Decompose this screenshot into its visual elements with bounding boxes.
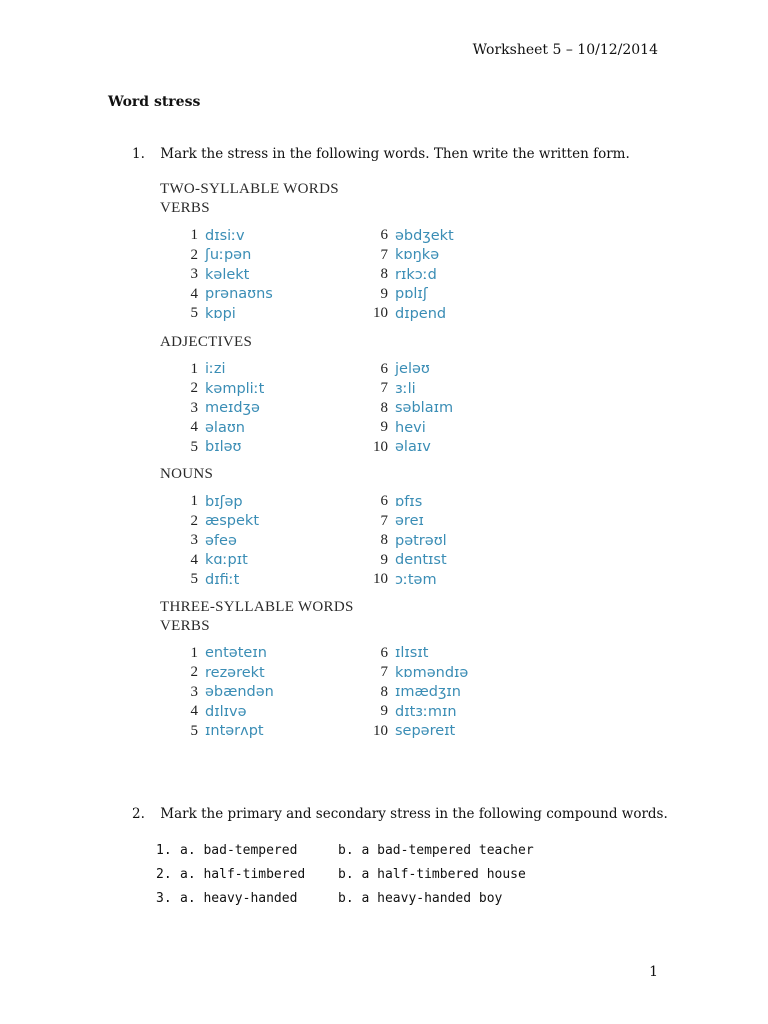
word-item xyxy=(160,304,330,324)
word-number: 4 xyxy=(190,703,198,720)
section-heading: ADJECTIVES xyxy=(160,333,253,350)
ipa-word: dɪlɪvə xyxy=(205,703,247,720)
compound-number: 3. xyxy=(156,890,172,906)
word-item xyxy=(325,683,468,703)
word-number: 9 xyxy=(380,285,388,302)
ipa-word: kəlekt xyxy=(205,266,250,283)
word-number: 1 xyxy=(190,360,198,377)
word-item xyxy=(160,285,330,305)
compound-row xyxy=(156,862,534,886)
ipa-word: əbdʒekt xyxy=(395,227,454,244)
word-item xyxy=(325,722,468,742)
word-number: 6 xyxy=(380,493,388,510)
ipa-word: əlaʊn xyxy=(205,419,245,436)
ipa-word: entəteɪn xyxy=(205,645,267,662)
word-number: 7 xyxy=(380,664,388,681)
word-item xyxy=(160,360,330,380)
word-number: 5 xyxy=(190,305,198,322)
word-item xyxy=(160,379,330,399)
word-section xyxy=(160,598,500,742)
ipa-word: bɪləʊ xyxy=(205,439,242,456)
word-number: 2 xyxy=(190,664,198,681)
section-heading: NOUNS xyxy=(160,466,214,482)
word-number: 6 xyxy=(380,227,388,244)
section-heading: THREE-SYLLABLE WORDS xyxy=(160,598,354,615)
word-item xyxy=(160,551,330,571)
word-column-right xyxy=(325,360,453,458)
ipa-word: kɒməndɪə xyxy=(395,664,469,681)
instruction-number: 1. xyxy=(132,146,145,162)
instruction-1 xyxy=(132,146,630,162)
word-item xyxy=(160,265,330,285)
ipa-word: ɪmædʒɪn xyxy=(395,684,461,701)
word-section xyxy=(160,333,500,466)
instruction-number: 2. xyxy=(132,806,145,822)
word-column-right xyxy=(325,492,447,590)
word-number: 2 xyxy=(190,246,198,263)
word-number: 2 xyxy=(190,380,198,397)
ipa-word: bɪʃəp xyxy=(205,493,243,510)
ipa-word: æspekt xyxy=(205,513,259,530)
word-number: 8 xyxy=(380,399,388,416)
word-number: 1 xyxy=(190,493,198,510)
section-heading: VERBS xyxy=(160,200,210,216)
compound-number: 2. xyxy=(156,866,172,882)
word-number: 1 xyxy=(190,227,198,244)
ipa-word: hevi xyxy=(395,419,426,436)
word-number: 3 xyxy=(190,683,198,700)
word-item xyxy=(160,663,330,683)
word-number: 9 xyxy=(380,419,388,436)
word-column-right xyxy=(325,644,468,742)
compound-row xyxy=(156,838,534,862)
ipa-word: meɪdʒə xyxy=(205,400,260,417)
word-column-left xyxy=(160,360,330,458)
word-item xyxy=(325,379,453,399)
ipa-word: əbændən xyxy=(205,684,274,701)
ipa-word: dɪsiːv xyxy=(205,227,245,244)
section-heading: TWO-SYLLABLE WORDS xyxy=(160,181,339,197)
word-number: 4 xyxy=(190,285,198,302)
ipa-word: ɪlɪsɪt xyxy=(395,645,429,662)
word-number: 8 xyxy=(380,266,388,283)
ipa-word: kəmpliːt xyxy=(205,380,265,397)
word-item xyxy=(325,663,468,683)
page-title: Word stress xyxy=(108,94,201,110)
word-section xyxy=(160,465,500,598)
word-column-left xyxy=(160,226,330,324)
word-number: 3 xyxy=(190,399,198,416)
ipa-word: pɒlɪʃ xyxy=(395,286,428,303)
word-number: 8 xyxy=(380,532,388,549)
word-number: 7 xyxy=(380,246,388,263)
compound-number: 1. xyxy=(156,842,172,858)
word-number: 10 xyxy=(373,438,388,455)
word-item xyxy=(160,438,330,458)
word-number: 5 xyxy=(190,571,198,588)
ipa-word: əfeə xyxy=(205,532,237,549)
word-item xyxy=(325,644,468,664)
ipa-word: kɑːpɪt xyxy=(205,552,248,569)
word-number: 4 xyxy=(190,419,198,436)
word-number: 9 xyxy=(380,551,388,568)
word-number: 3 xyxy=(190,266,198,283)
word-number: 4 xyxy=(190,551,198,568)
word-item xyxy=(160,246,330,266)
word-item xyxy=(160,512,330,532)
word-number: 10 xyxy=(373,722,388,739)
word-number: 5 xyxy=(190,722,198,739)
section-heading: VERBS xyxy=(160,617,210,634)
word-stress-exercise xyxy=(160,180,500,741)
ipa-word: dɪfiːt xyxy=(205,571,240,588)
word-item xyxy=(160,683,330,703)
word-item xyxy=(160,399,330,419)
ipa-word: sepəreɪt xyxy=(395,723,456,740)
word-number: 8 xyxy=(380,683,388,700)
ipa-word: rezərekt xyxy=(205,664,265,681)
word-number: 10 xyxy=(373,305,388,322)
ipa-word: dentɪst xyxy=(395,552,447,569)
instruction-text: Mark the primary and secondary stress in the following compound words. xyxy=(160,806,668,822)
compound-word-b: b. a bad-tempered teacher xyxy=(338,842,534,858)
ipa-word: iːzi xyxy=(205,361,226,378)
word-item xyxy=(160,418,330,438)
word-item xyxy=(325,512,447,532)
compound-word-b: b. a heavy-handed boy xyxy=(338,890,503,906)
instruction-text: Mark the stress in the following words. Then write the written form. xyxy=(160,146,630,162)
word-number: 7 xyxy=(380,380,388,397)
ipa-word: ʃuːpən xyxy=(205,247,252,264)
ipa-word: ɒfɪs xyxy=(395,493,423,510)
word-item xyxy=(325,438,453,458)
compound-words-list xyxy=(156,838,534,910)
ipa-word: kɒŋkə xyxy=(395,247,440,264)
word-item xyxy=(325,226,454,246)
compound-word-b: b. a half-timbered house xyxy=(338,866,526,882)
ipa-word: dɪpend xyxy=(395,305,447,322)
ipa-word: əreɪ xyxy=(395,513,424,530)
word-item xyxy=(160,531,330,551)
compound-word-a: a. half-timbered xyxy=(180,866,306,882)
word-item xyxy=(160,570,330,590)
word-item xyxy=(325,570,447,590)
word-item xyxy=(325,285,454,305)
word-item xyxy=(325,304,454,324)
worksheet-header: Worksheet 5 – 10/12/2014 xyxy=(472,42,658,58)
word-number: 10 xyxy=(373,571,388,588)
instruction-2 xyxy=(132,806,668,822)
word-item xyxy=(160,492,330,512)
compound-row xyxy=(156,886,534,910)
word-item xyxy=(325,551,447,571)
word-number: 2 xyxy=(190,512,198,529)
ipa-word: pətrəʊl xyxy=(395,532,447,549)
ipa-word: dɪtɜːmɪn xyxy=(395,703,457,720)
page-number: 1 xyxy=(649,964,658,980)
word-column-left xyxy=(160,644,330,742)
word-item xyxy=(325,418,453,438)
word-item xyxy=(325,531,447,551)
ipa-word: ɜːli xyxy=(395,380,416,397)
word-number: 9 xyxy=(380,703,388,720)
ipa-word: rɪkɔːd xyxy=(395,266,437,283)
word-column-left xyxy=(160,492,330,590)
ipa-word: səblaɪm xyxy=(395,400,454,417)
word-item xyxy=(325,246,454,266)
compound-word-a: a. bad-tempered xyxy=(180,842,298,858)
word-number: 6 xyxy=(380,360,388,377)
word-number: 1 xyxy=(190,644,198,661)
compound-word-a: a. heavy-handed xyxy=(180,890,298,906)
ipa-word: əlaɪv xyxy=(395,439,431,456)
word-item xyxy=(325,265,454,285)
word-number: 3 xyxy=(190,532,198,549)
ipa-word: ɔːtəm xyxy=(395,571,437,588)
ipa-word: jeləʊ xyxy=(395,361,430,378)
word-item xyxy=(160,722,330,742)
word-item xyxy=(160,226,330,246)
word-column-right xyxy=(325,226,454,324)
word-item xyxy=(160,644,330,664)
ipa-word: prənaʊns xyxy=(205,286,273,303)
word-number: 6 xyxy=(380,644,388,661)
word-number: 7 xyxy=(380,512,388,529)
ipa-word: kɒpi xyxy=(205,305,236,322)
ipa-word: ɪntərʌpt xyxy=(205,723,264,740)
word-item xyxy=(325,702,468,722)
word-item xyxy=(325,492,447,512)
word-item xyxy=(325,399,453,419)
word-item xyxy=(325,360,453,380)
word-section xyxy=(160,180,500,333)
word-number: 5 xyxy=(190,438,198,455)
word-item xyxy=(160,702,330,722)
